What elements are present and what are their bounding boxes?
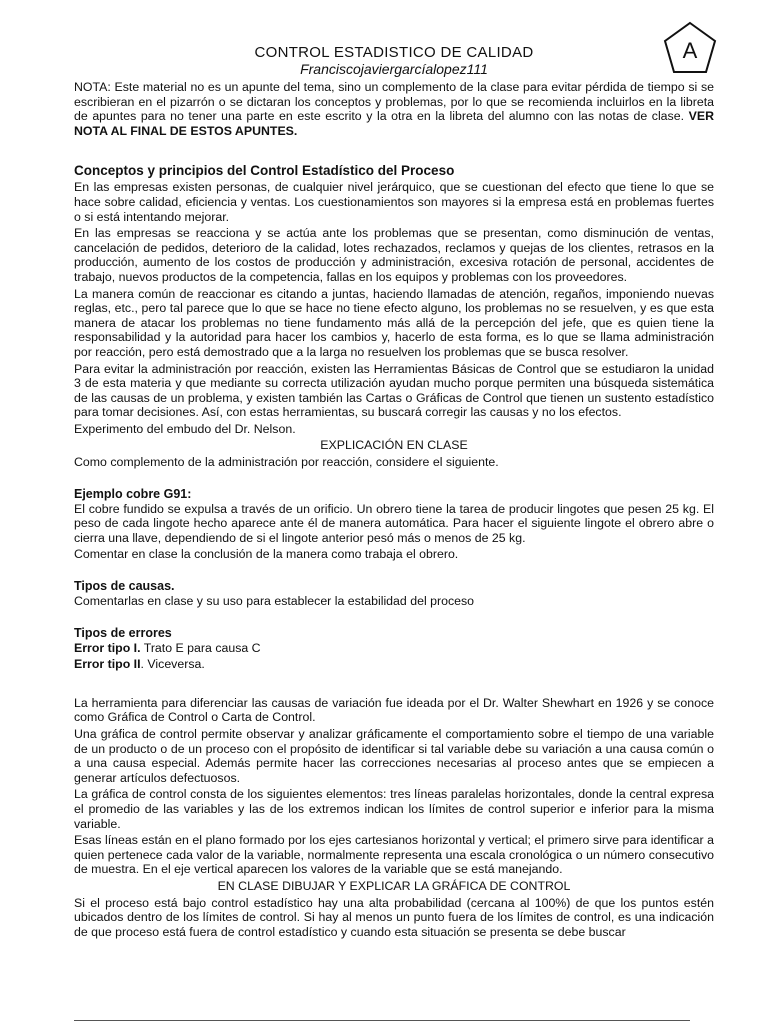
error-type-2-label: Error tipo II bbox=[74, 657, 141, 672]
error-type-2-text: . Viceversa. bbox=[140, 657, 205, 672]
header bbox=[74, 0, 714, 80]
paragraph: La gráfica de control consta de los siguientes elementos: tres líneas paralelas horizontales, donde la central expresa el promedio de las variables y las de los extremos indican los límites de control superior e inferior para la misma variable. bbox=[74, 787, 714, 831]
note-text: NOTA: Este material no es un apunte del tema, sino un complemento de la clase para evitar pérdida de tiempo si se escribieran en el pizarrón o se dictaran los conceptos y problemas, por lo que se recomienda incluirlos en la libreta de apuntes para no tener una parte en este escrito y la otra en la libreta del alumno con las notas de clase. bbox=[74, 80, 714, 124]
paragraph: Si el proceso está bajo control estadístico hay una alta probabilidad (cercana al 100%) de que los puntos estén ubicados dentro de los límites de control. Si hay al menos un punto fuera de los límites de control, es una indicación de que proceso está fuera de control estadístico y cuando esta situación se presenta se debe buscar bbox=[74, 895, 714, 939]
pentagon-badge-icon bbox=[662, 20, 718, 76]
paragraph: En las empresas existen personas, de cualquier nivel jerárquico, que se cuestionan del efecto que tiene lo que se hace sobre calidad, eficiencia y ventas. Los cuestionamientos son mayores si la empresa está en problemas fuertes o si está intentando mejorar. bbox=[74, 180, 714, 224]
class-explanation-note: EXPLICACIÓN EN CLASE bbox=[320, 438, 468, 453]
example-heading: Ejemplo cobre G91: bbox=[74, 486, 192, 501]
paragraph: En las empresas se reacciona y se actúa ante los problemas que se presentan, como disminución de ventas, cancelación de pedidos, deterioro de la calidad, lotes rechazados, reclamos y quejas de los clientes, retrasos en la producción, aumento de los costos de producción y administración, excesiva rotación de personal, accidentes de trabajo, nuevos productos de la competencia, fallas en los equipos y problemas con los proveedores. bbox=[74, 226, 714, 284]
document-title: CONTROL ESTADISTICO DE CALIDAD bbox=[254, 44, 534, 61]
paragraph: La herramienta para diferenciar las causas de variación fue ideada por el Dr. Walter Shewhart en 1926 y se conoce como Gráfica de Control o Carta de Control. bbox=[74, 695, 714, 725]
error-type-1 bbox=[74, 641, 714, 656]
error-type-2 bbox=[74, 657, 714, 672]
note-paragraph bbox=[74, 80, 714, 138]
paragraph: Esas líneas están en el plano formado por los ejes cartesianos horizontal y vertical; el primero sirve para identificar a quien pertenece cada valor de la variable, normalmente representa una escala cronológica o un número consecutivo de muestra. En el eje vertical aparecen los valores de la variable que se está manejando. bbox=[74, 833, 714, 877]
class-drawing-note: EN CLASE DIBUJAR Y EXPLICAR LA GRÁFICA DE CONTROL bbox=[217, 878, 571, 893]
error-type-1-text: Trato E para causa C bbox=[140, 640, 261, 655]
paragraph: La manera común de reaccionar es citando a juntas, haciendo llamadas de atención, regaños, imponiendo nuevas reglas, etc., pero tal parece que lo que se hace no tiene efecto alguno, los problemas no se resuelven, y es que esta manera de atacar los problemas no tiene fundamento más allá de la percepción del jefe, que es quien tiene la responsabilidad y la autoridad para hacer los cambios y, hacerlo de esta forma, es lo que se llama administración por reacción, pero está demostrado que a la larga no resuelven los problemas que se busca resolver. bbox=[74, 286, 714, 359]
paragraph: Experimento del embudo del Dr. Nelson. bbox=[74, 421, 296, 436]
paragraph: Comentar en clase la conclusión de la manera como trabaja el obrero. bbox=[74, 547, 459, 562]
paragraph: El cobre fundido se expulsa a través de un orificio. Un obrero tiene la tarea de producir lingotes que pesen 25 kg. El peso de cada lingote hecho aparece ante él de manera automática. Para hacer el siguiente lingote el obrero abre o cierra una llave, dependiendo de si el lingote anterior pesó más o menos de 25 kg. bbox=[74, 501, 714, 545]
paragraph: Para evitar la administración por reacción, existen las Herramientas Básicas de Control que se estudiaron la unidad 3 de esta materia y que mediante su correcta utilización ayudan mucho porque permiten una búsqueda sistemática de las causas de un problema, y existen también las Cartas o Gráficas de Control que tienen un sustento estadístico para tomar decisiones. Así, con estas herramientas, su buscará corregir las causas y no los efectos. bbox=[74, 361, 714, 420]
document-page bbox=[74, 0, 714, 941]
note-bold: VER NOTA AL FINAL DE ESTOS APUNTES. bbox=[74, 109, 715, 138]
error-type-1-label: Error tipo I. bbox=[74, 640, 141, 655]
section-heading: Conceptos y principios del Control Estadístico del Proceso bbox=[74, 163, 455, 179]
paragraph: Como complemento de la administración por reacción, considere el siguiente. bbox=[74, 455, 499, 470]
footer-divider bbox=[74, 1020, 690, 1021]
paragraph: Comentarlas en clase y su uso para establecer la estabilidad del proceso bbox=[74, 594, 475, 609]
causes-heading: Tipos de causas. bbox=[74, 579, 175, 594]
paragraph: Una gráfica de control permite observar y analizar gráficamente el comportamiento sobre el tiempo de una variable de un producto o de un proceso con el propósito de identificar si tal variable debe su variación a una causa común o a una causa especial. Además permite hacer las correcciones necesarias al proceso antes que se empiecen a generar artículos defectuosos. bbox=[74, 727, 714, 785]
author-name: Franciscojavierga​rcíalopez111 bbox=[300, 61, 488, 77]
badge-letter: A bbox=[682, 38, 698, 63]
errors-heading: Tipos de errores bbox=[74, 625, 172, 640]
